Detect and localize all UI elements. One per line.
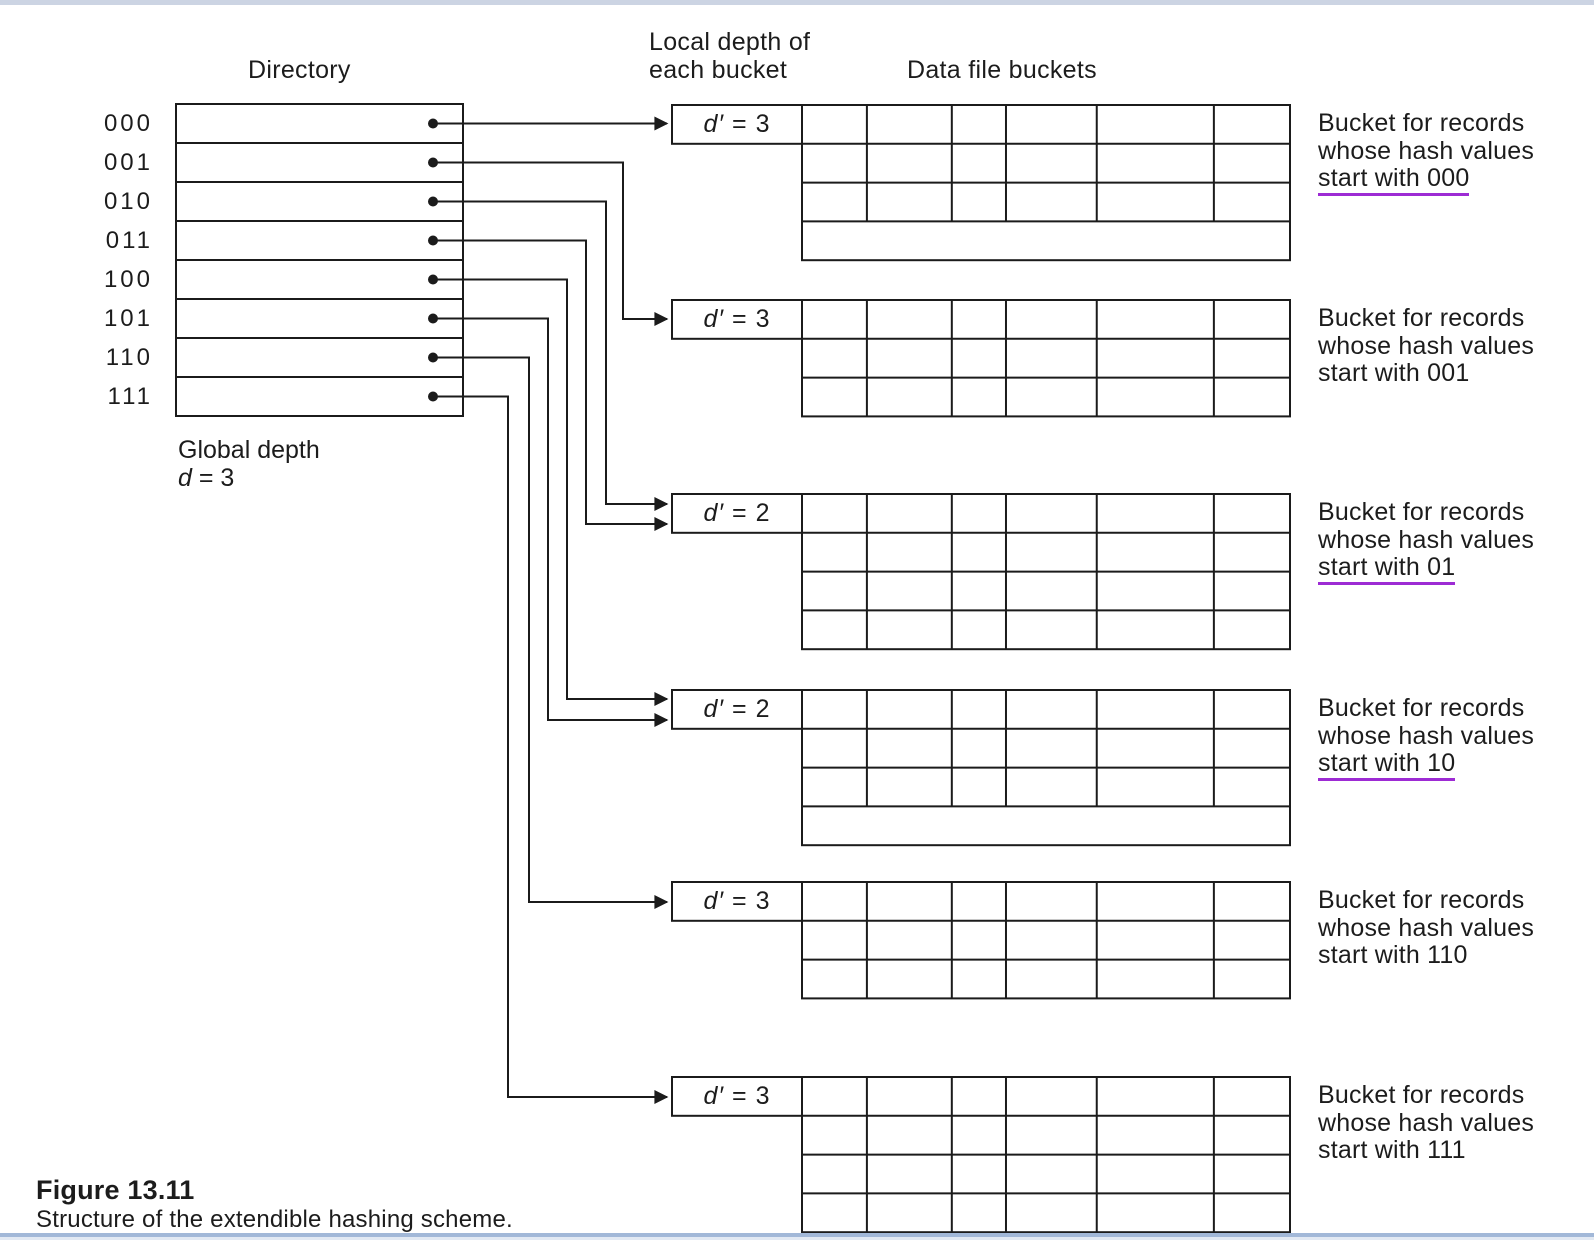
bucket-description-line: whose hash values [1318,136,1535,165]
bucket-description-line: whose hash values [1318,913,1535,942]
global-depth-label [178,436,320,492]
local-depth-symbol: d′ [703,499,725,527]
local-depth-symbol: d′ [703,305,725,333]
bucket-description [1318,1082,1534,1165]
bucket-description-line: whose hash values [1318,331,1535,360]
bucket-description-line: start with 110 [1318,941,1468,969]
bucket-description [1318,887,1534,970]
directory-entry-001: 001 [103,149,153,176]
bucket-grid [802,300,1290,416]
directory-entry-110: 110 [105,344,153,371]
bucket-description [1318,499,1534,582]
bucket-description-line: whose hash values [1318,1108,1535,1137]
pointer-arrow-110 [433,358,667,903]
pointer-arrow-111 [433,397,667,1098]
data-file-heading: Data file buckets [907,56,1097,84]
local-depth-value [672,882,802,921]
directory-entry-100: 100 [103,266,153,293]
local-depth-number: = 3 [724,110,771,138]
bucket-description-line [1318,554,1534,582]
bucket-description-line: whose hash values [1318,721,1535,750]
figure-number: Figure 13.11 [36,1175,195,1205]
highlight-underline: start with 01 [1318,553,1455,585]
bucket-description-line: Bucket for records [1318,109,1525,137]
pointer-arrow-011 [433,241,667,525]
highlight-underline: start with 10 [1318,749,1455,781]
global-depth-d: d [178,464,192,492]
bucket-description-line: Bucket for records [1318,498,1525,526]
bucket-description-line: Bucket for records [1318,1081,1525,1109]
directory-entry-011: 011 [105,227,153,254]
bucket-description-line: start with 001 [1318,359,1470,387]
bucket-description [1318,305,1534,388]
local-depth-value [672,300,802,339]
directory-entry-000: 000 [103,110,153,137]
bucket-description-line [1318,750,1534,778]
bucket-description [1318,695,1534,778]
local-depth-value [672,494,802,533]
global-depth-text: Global depth [178,436,320,464]
bucket-description-line: Bucket for records [1318,304,1525,332]
highlight-underline: start with 000 [1318,164,1469,196]
local-depth-value [672,105,802,144]
local-depth-symbol: d′ [703,695,725,723]
global-depth-value [178,464,320,492]
directory-entry-101: 101 [103,305,153,332]
directory-entry-010: 010 [103,188,153,215]
local-depth-heading-line2: each bucket [649,56,788,84]
bucket-description [1318,110,1534,193]
local-depth-value [672,1077,802,1116]
directory-heading: Directory [248,56,351,84]
pointer-arrow-010 [433,202,667,505]
bucket-grid [802,882,1290,998]
local-depth-number: = 3 [724,887,771,915]
pointer-arrow-100 [433,280,667,700]
local-depth-symbol: d′ [703,887,725,915]
global-depth-eq: = 3 [191,464,235,492]
local-depth-symbol: d′ [703,1082,725,1110]
pointer-arrow-101 [433,319,667,721]
bucket-description-line: start with 111 [1318,1136,1466,1164]
local-depth-symbol: d′ [703,110,725,138]
local-depth-number: = 3 [724,1082,771,1110]
local-depth-number: = 3 [724,305,771,333]
bucket-description-line [1318,165,1534,193]
directory-entry-111: 111 [107,383,153,410]
figure-caption: Structure of the extendible hashing scheme. [36,1206,513,1233]
bucket-description-line: whose hash values [1318,525,1535,554]
local-depth-heading-line1: Local depth of [649,28,811,56]
local-depth-number: = 2 [724,695,771,723]
local-depth-value [672,690,802,729]
bucket-description-line: Bucket for records [1318,886,1525,914]
local-depth-number: = 2 [724,499,771,527]
bucket-description-line: Bucket for records [1318,694,1525,722]
